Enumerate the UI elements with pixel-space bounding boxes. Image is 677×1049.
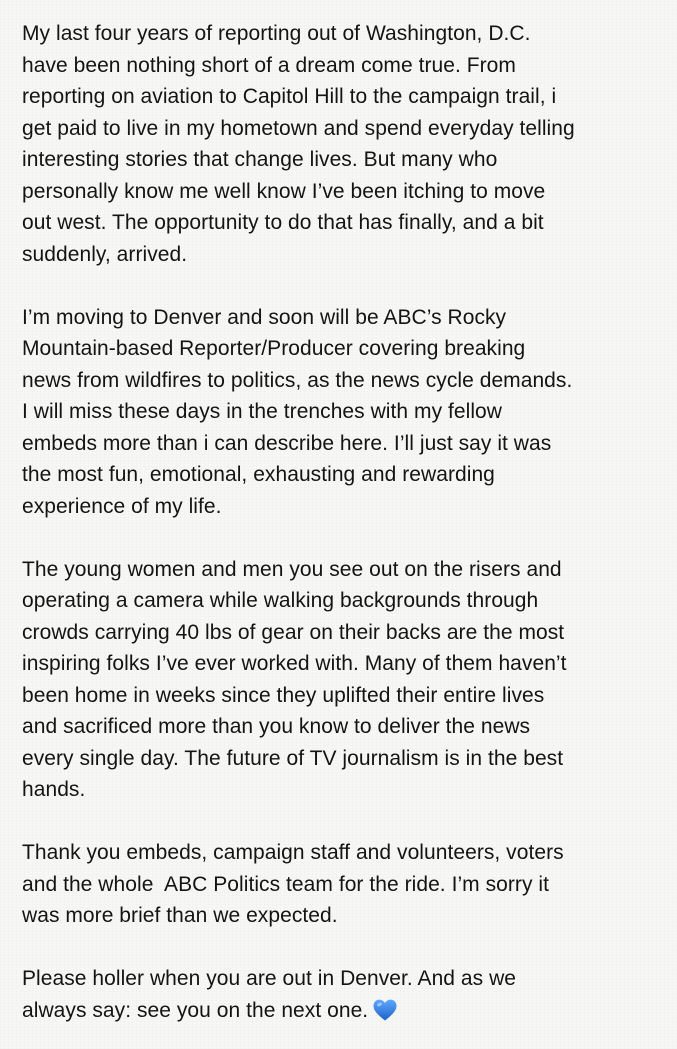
text-line: operating a camera while walking backgrounds through [22, 589, 539, 612]
text-line: interesting stories that change lives. But many who [22, 148, 498, 171]
paragraph-5 [22, 963, 667, 1026]
text-line: was more brief than we expected. [22, 904, 338, 927]
text-line: been home in weeks since they uplifted their entire lives [22, 683, 545, 707]
note-body [22, 18, 667, 1026]
text-line: The young women and men you see out on the risers and [22, 557, 562, 581]
text-line: reporting on aviation to Capitol Hill to the campaign trail, i [22, 85, 557, 108]
text-line: experience of my life. [22, 494, 222, 518]
text-line: suddenly, arrived. [22, 242, 188, 266]
text-line: embeds more than i can describe here. I’ll just say it was [22, 431, 552, 455]
closing-line [22, 995, 667, 1027]
text-line: Mountain-based Reporter/Producer covering breaking [22, 337, 526, 360]
text-line: news from wildfires to politics, as the news cycle demands. [22, 368, 573, 392]
text-line: crowds carrying 40 lbs of gear on their backs are the most [22, 620, 565, 644]
text-line: out west. The opportunity to do that has finally, and a bit [22, 211, 544, 234]
blue-heart-icon [372, 998, 398, 1022]
paragraph-2 [22, 302, 667, 523]
text-line: and the whole ABC Politics team for the ride. I’m sorry it [22, 872, 549, 896]
text-line: every single day. The future of TV journalism is in the best [22, 746, 564, 770]
text-line: My last four years of reporting out of Washington, D.C. [22, 22, 531, 45]
text-line: have been nothing short of a dream come true. From [22, 53, 516, 77]
paragraph-4 [22, 837, 667, 932]
text-line: Thank you embeds, campaign staff and volunteers, voters [22, 841, 564, 864]
text-line: Please holler when you are out in Denver. And as we [22, 967, 517, 990]
paragraph-3 [22, 554, 667, 806]
closing-text: always say: see you on the next one. [22, 998, 369, 1022]
paragraph-1 [22, 18, 667, 270]
text-line: the most fun, emotional, exhausting and rewarding [22, 463, 495, 486]
text-line: I’m moving to Denver and soon will be ABC’s Rocky [22, 305, 507, 329]
text-line: personally know me well know I’ve been itching to move [22, 179, 546, 203]
text-line: hands. [22, 778, 86, 801]
text-line: get paid to live in my hometown and spend everyday telling [22, 116, 575, 140]
text-line: inspiring folks I’ve ever worked with. Many of them haven’t [22, 652, 567, 675]
text-line: and sacrificed more than you know to deliver the news [22, 715, 531, 738]
text-line: I will miss these days in the trenches with my fellow [22, 400, 502, 423]
